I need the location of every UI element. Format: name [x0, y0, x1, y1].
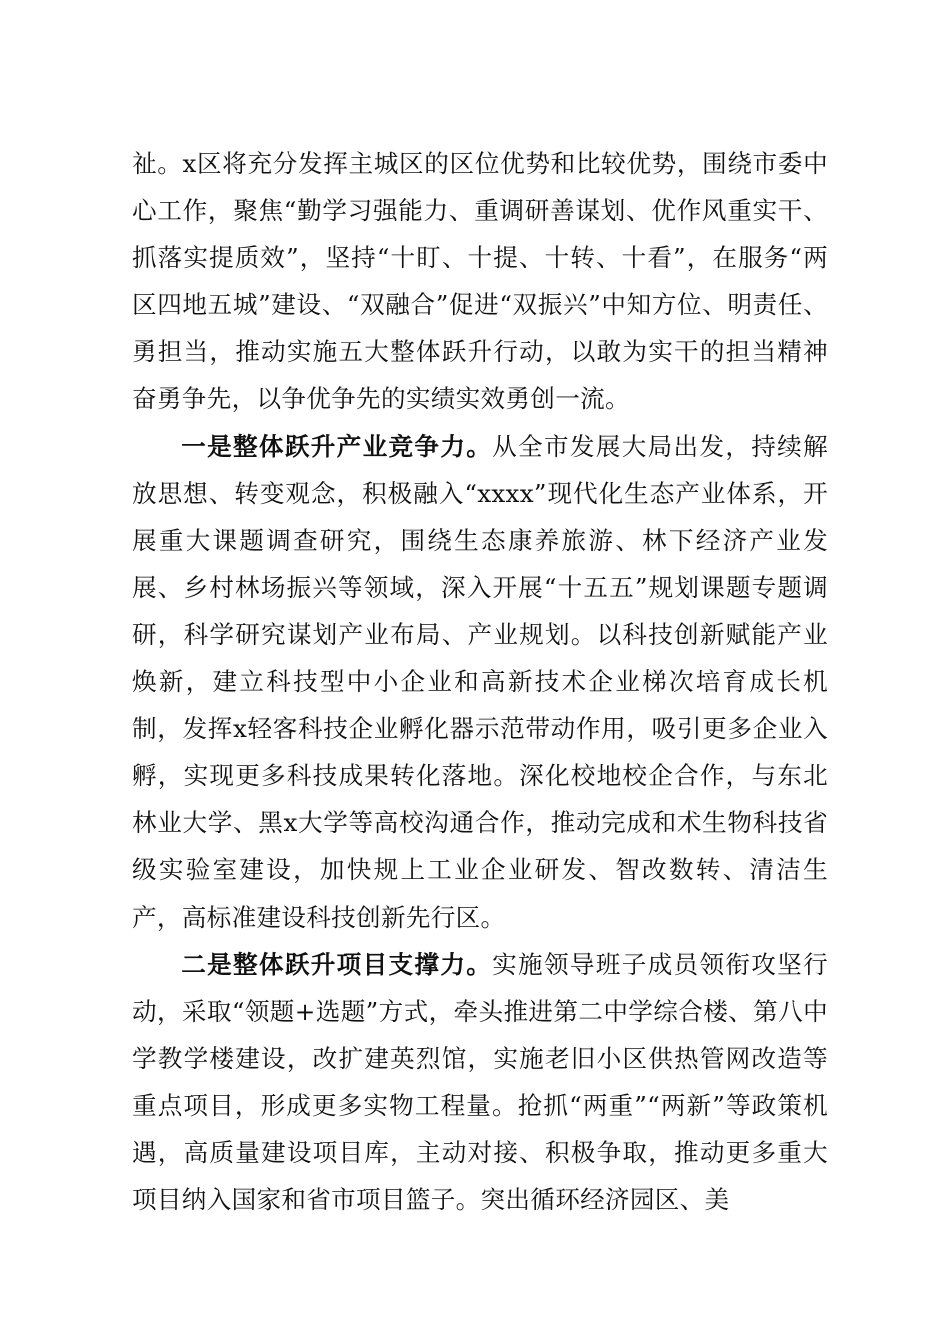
paragraph-industry-competitiveness: [132, 423, 828, 941]
paragraph-text: 祉。x区将充分发挥主城区的区位优势和比较优势，围绕市委中心工作，聚焦“勤学习强能力、重调研善谋划、优作风重实干、抓落实提质效”，坚持“十盯、十提、十转、十看”，在服务“两区四地五城”建设、“双融合”促进“双振兴”中知方位、明责任、勇担当，推动实施五大整体跃升行动，以敢为实干的担当精神奋勇争先，以争优争先的实绩实效勇创一流。: [132, 149, 828, 414]
paragraph-heading: 一是整体跃升产业竞争力。: [181, 431, 493, 461]
paragraph-text: 实施领导班子成员领衔攻坚行动，采取“领题+选题”方式，牵头推进第二中学综合楼、第八中学教学楼建设，改扩建英烈馆，实施老旧小区供热管网改造等重点项目，形成更多实物工程量。抢抓“两重”“两新”等政策机遇，高质量建设项目库，主动对接、积极争取，推动更多重大项目纳入国家和省市项目篮子。突出循环经济园区、美: [132, 949, 828, 1215]
paragraph-project-support: [132, 941, 828, 1224]
paragraph-intro: [132, 140, 828, 423]
paragraph-heading: 二是整体跃升项目支撑力。: [181, 949, 493, 979]
paragraph-text: 从全市发展大局出发，持续解放思想、转变观念，积极融入“xxxx”现代化生态产业体系，开展重大课题调查研究，围绕生态康养旅游、林下经济产业发展、乡村林场振兴等领域，深入开展“十五五”规划课题专题调研，科学研究谋划产业布局、产业规划。以科技创新赋能产业焕新，建立科技型中小企业和高新技术企业梯次培育成长机制，发挥x轻客科技企业孵化器示范带动作用，吸引更多企业入孵，实现更多科技成果转化落地。深化校地校企合作，与东北林业大学、黑x大学等高校沟通合作，推动完成和术生物科技省级实验室建设，加快规上工业企业研发、智改数转、清洁生产，高标准建设科技创新先行区。: [132, 431, 828, 932]
document-body: [132, 140, 828, 1223]
